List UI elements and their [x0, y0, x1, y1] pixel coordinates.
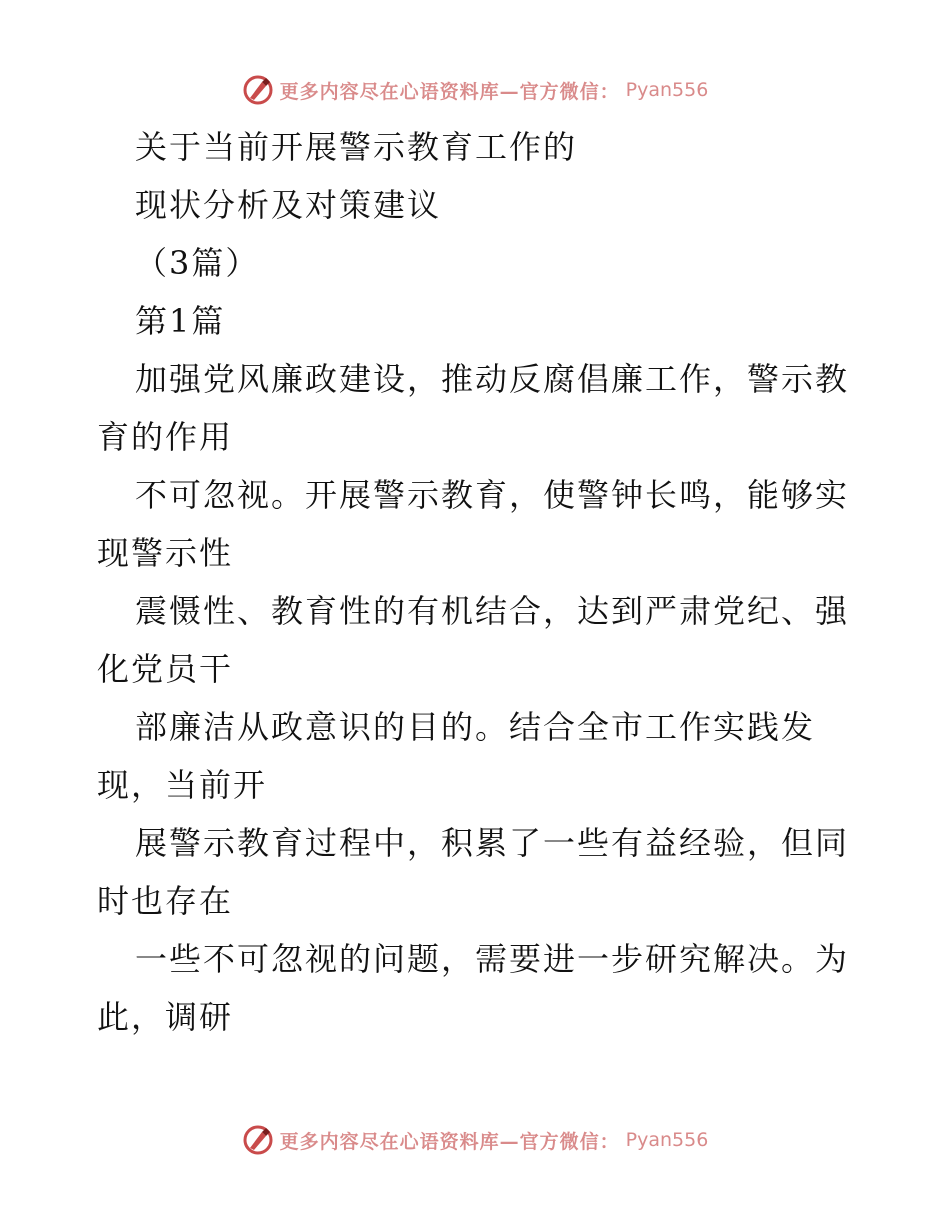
pen-logo-icon	[242, 1124, 274, 1156]
title-line-1: 关于当前开展警示教育工作的	[135, 128, 578, 166]
paragraph-line: 此，调研	[97, 998, 234, 1036]
paragraph-line: 化党员干	[97, 650, 234, 688]
title-line-2: 现状分析及对策建议	[135, 186, 442, 224]
title-count: （3篇）	[135, 244, 260, 282]
header-watermark-banner	[0, 70, 950, 110]
banner-text: 更多内容尽在心语资料库—官方微信：	[279, 80, 620, 103]
footer-watermark-banner	[0, 1120, 950, 1160]
paragraph-line: 震慑性、教育性的有机结合，达到严肃党纪、强	[135, 592, 850, 630]
document-body	[97, 124, 857, 1052]
pen-logo-icon	[242, 74, 274, 106]
banner-wechat-id: Pyan556	[625, 79, 709, 101]
banner-wechat-id: Pyan556	[625, 1129, 709, 1151]
paragraph-line: 一些不可忽视的问题，需要进一步研究解决。为	[135, 940, 850, 978]
paragraph-line: 部廉洁从政意识的目的。结合全市工作实践发	[135, 708, 816, 746]
banner-text: 更多内容尽在心语资料库—官方微信：	[279, 1130, 620, 1153]
paragraph-line: 育的作用	[97, 418, 234, 456]
paragraph-line: 加强党风廉政建设，推动反腐倡廉工作，警示教	[135, 360, 850, 398]
section-heading: 第1篇	[135, 302, 226, 340]
paragraph-line: 时也存在	[97, 882, 234, 920]
paragraph-line: 现警示性	[97, 534, 234, 572]
paragraph-line: 不可忽视。开展警示教育，使警钟长鸣，能够实	[135, 476, 850, 514]
paragraph-line: 展警示教育过程中，积累了一些有益经验，但同	[135, 824, 850, 862]
paragraph-line: 现，当前开	[97, 766, 268, 804]
